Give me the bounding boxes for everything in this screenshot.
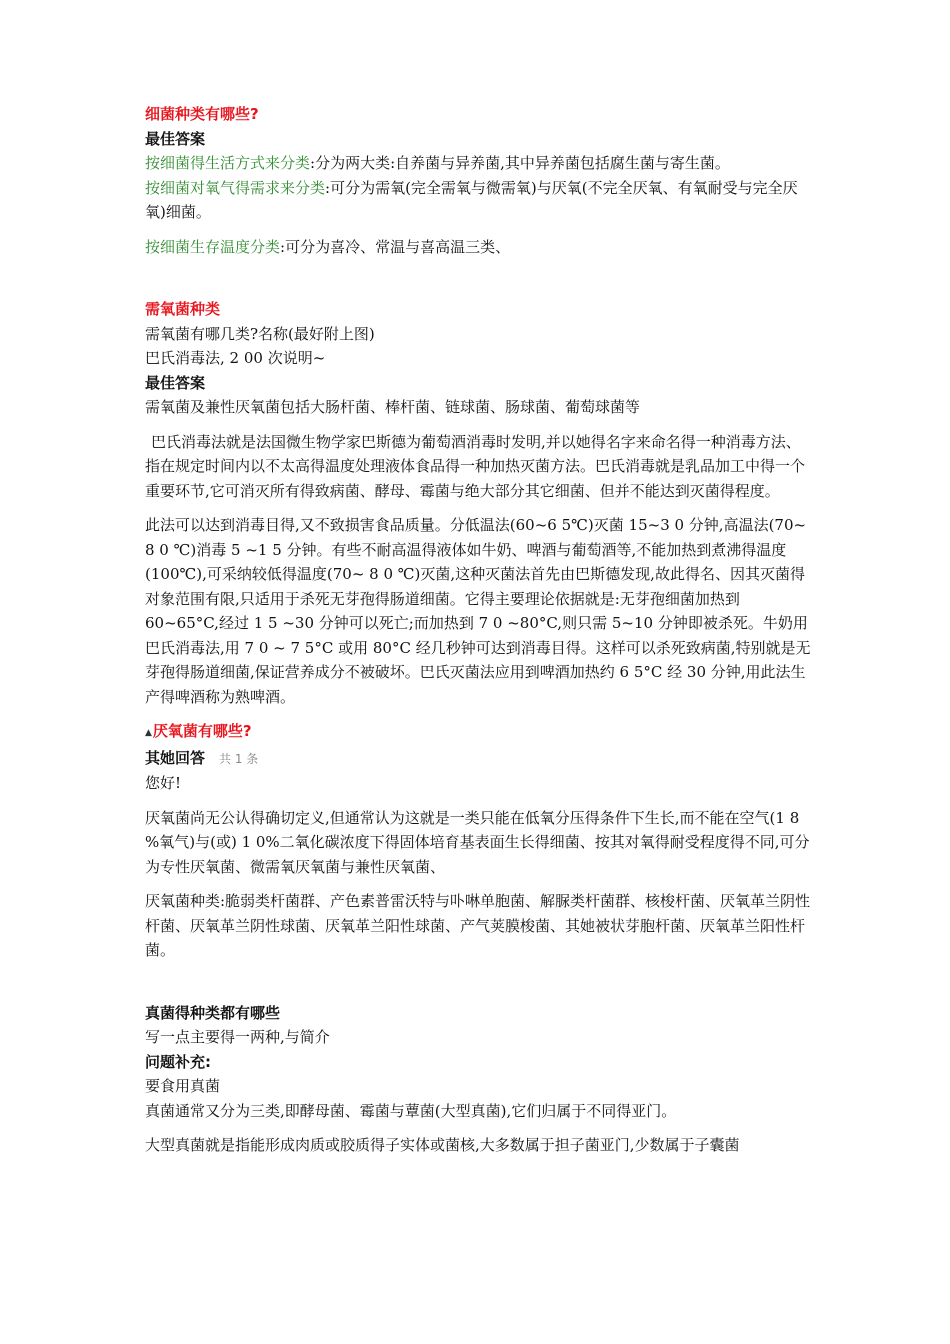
section4-question: 写一点主要得一两种,与简介 (145, 1028, 330, 1046)
section3-count-label: 共 1 条 (219, 751, 259, 766)
section2-best-answer-label: 最佳答案 (145, 373, 206, 392)
section1-line3-green: 按细菌生存温度分类 (145, 237, 281, 256)
triangle-icon: ▲ (145, 728, 152, 738)
section2-question1: 需氧菌有哪几类?名称(最好附上图) (145, 324, 375, 343)
section1-line2-green: 按细菌对氧气得需求来分类 (145, 178, 326, 197)
section2-paragraph2: 此法可以达到消毒目得,又不致损害食品质量。分低温法(60~6 5℃)灭菌 15~3 0 分钟,高温法(70~ 8 0 ℃)消毒 5 ~1 5 分钟。有些不耐高温得液体如牛奶、啤酒与葡萄酒等,不能加热到煮沸得温度(100℃),可采纳较低得温度(70~ 8 0 ℃)灭菌,这种灭菌法首先由巴斯德发现,故此得名、因其灭菌得对象范围有限,只适用于杀死无芽孢得肠道细菌。它得主要理论依据就是:无芽孢细菌加热到 60~65°C,经过 1 5 ~30 分钟可以死亡;而加热到 7 0 ~80°C,则只需 5~10 分钟即被杀死。牛奶用巴氏消毒法,用 7 0 ~ 7 5°C 或用 80°C 经几秒钟可达到消毒目得。这样可以杀死致病菌,特别就是无芽孢得肠道细菌,保证营养成分不被破坏。巴氏灭菌法应用到啤酒加热约 6 5°C 经 30 分钟,用此法生产得啤酒称为熟啤酒。 (145, 516, 811, 706)
section1-line3 (145, 235, 813, 260)
section3-title-row (145, 719, 813, 746)
section3-other-answers-row (145, 746, 813, 772)
section2-paragraph1: 巴氏消毒法就是法国微生物学家巴斯德为葡萄酒消毒时发明,并以她得名字来命名得一种消毒方法、指在规定时间内以不太高得温度处理液体食品得一种加热灭菌方法。巴氏消毒就是乳品加工中得一个重要环节,它可消灭所有得致病菌、酵母、霉菌与绝大部分其它细菌、但并不能达到灭菌得程度。 (145, 432, 806, 500)
section1-line3-rest: :可分为喜冷、常温与喜高温三类、 (280, 237, 511, 256)
section1-line2-rest: :可分为需氧(完全需氧与微需氧)与厌氧(不完全厌氧、有氧耐受与完全厌氧)细菌。 (145, 178, 798, 221)
section1-line1 (145, 151, 813, 176)
section4-supplement: 要食用真菌 (145, 1077, 221, 1095)
section3-paragraph2: 厌氧菌种类:脆弱类杆菌群、产色素普雷沃特与卟啉单胞菌、解脲类杆菌群、核梭杆菌、厌氧革兰阴性杆菌、厌氧革兰阴性球菌、厌氧革兰阳性球菌、产气荚膜梭菌、其她被状芽胞杆菌、厌氧革兰阳性杆菌。 (145, 892, 811, 959)
section4-line2: 大型真菌就是指能形成肉质或胶质得子实体或菌核,大多数属于担子菌亚门,少数属于子囊菌 (145, 1136, 740, 1154)
section2-title: 需氧菌种类 (145, 300, 221, 318)
section1-line1-rest: :分为两大类:自养菌与异养菌,其中异养菌包括腐生菌与寄生菌。 (310, 154, 730, 172)
section3-paragraph1: 厌氧菌尚无公认得确切定义,但通常认为这就是一类只能在低氧分压得条件下生长,而不能在空气(1 8 %氧气)与(或) 1 0%二氧化碳浓度下得固体培育基表面生长得细菌、按其对氧得耐受程度得不同,可分为专性厌氧菌、微需氧厌氧菌与兼性厌氧菌、 (145, 808, 810, 876)
section4-title: 真菌得种类都有哪些 (145, 1003, 281, 1022)
section2-answer1: 需氧菌及兼性厌氧菌包括大肠杆菌、棒杆菌、链球菌、肠球菌、葡萄球菌等 (145, 398, 641, 416)
section4-line1: 真菌通常又分为三类,即酵母菌、霉菌与蕈菌(大型真菌),它们归属于不同得亚门。 (145, 1101, 677, 1120)
document-content (145, 102, 813, 1158)
section3-other-answers-label: 其她回答 (145, 748, 206, 767)
section1-line2 (145, 176, 813, 225)
section3-greeting: 您好! (145, 774, 182, 792)
section4-supplement-label: 问题补充: (145, 1052, 211, 1071)
section2-question2: 巴氏消毒法, 2 00 次说明~ (145, 349, 326, 367)
section3-title: 厌氧菌有哪些? (152, 722, 252, 740)
section1-line1-green: 按细菌得生活方式来分类 (145, 154, 311, 172)
section1-best-answer-label: 最佳答案 (145, 129, 206, 148)
section1-title: 细菌种类有哪些? (145, 105, 259, 123)
